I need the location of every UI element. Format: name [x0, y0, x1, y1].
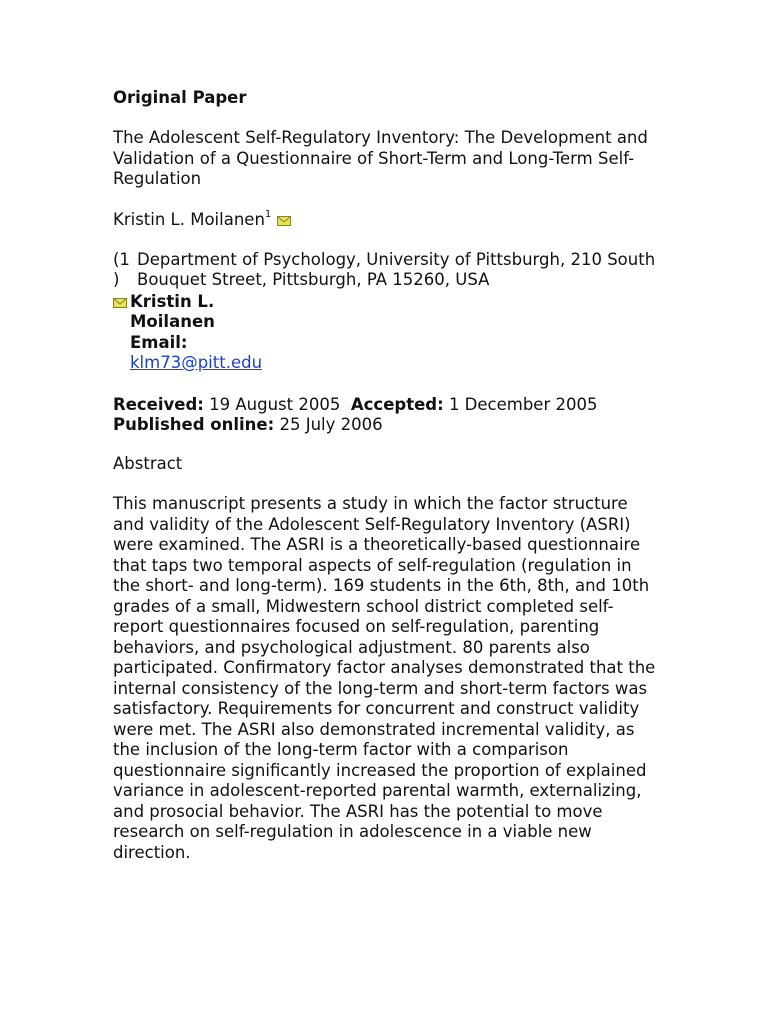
received-label: Received: — [113, 394, 204, 414]
author-affiliation-sup: 1 — [264, 208, 272, 220]
accepted-date: 1 December 2005 — [448, 394, 598, 414]
abstract-text: This manuscript presents a study in which the factor structure and validity of the Adolescent Self-Regulatory Inventory (ASRI) were examined. The ASRI is a theoretically-based questionnaire that taps two temporal aspects of self-regulation (regulation in the short- and long-term). 169 students in the 6th, 8th, and 10th grades of a small, Midwestern school district completed self-report questionnaires focused on self-regulation, parenting behaviors, and psychological adjustment. 80 parents also participated. Confirmatory factor analyses demonstrated that the internal consistency of the long-term and short-term factors was satisfactory. Requirements for concurrent and construct validity were met. The ASRI also demonstrated incremental validity, as the inclusion of the long-term factor with a comparison questionnaire significantly increased the proportion of explained variance in adolescent-reported parental warmth, externalizing, and prosocial behavior. The ASRI has the potential to move research on self-regulation in adolescence in a viable new direction. — [113, 494, 656, 862]
author-line — [113, 210, 658, 232]
document-page — [113, 88, 658, 863]
article-title: The Adolescent Self-Regulatory Inventory: The Development and Validation of a Questionnaire of Short-Term and Long-Term Self-Regulation — [113, 128, 648, 188]
email-label: Email: — [130, 332, 188, 352]
published-label: Published online: — [113, 415, 275, 434]
received-date: 19 August 2005 — [209, 394, 341, 414]
contact-name: Kristin L. Moilanen — [130, 291, 215, 331]
envelope-icon — [113, 293, 127, 303]
accepted-label: Accepted: — [350, 394, 444, 414]
affiliation-text: Department of Psychology, University of Pittsburgh, 210 South Bouquet Street, Pittsburgh, PA 15260, USA — [137, 249, 656, 289]
dates-block — [113, 395, 658, 436]
published-date: 25 July 2006 — [279, 415, 383, 434]
affiliation-number: (1 ) — [113, 249, 130, 289]
affiliation — [113, 250, 658, 291]
author-name: Kristin L. Moilanen — [113, 209, 265, 229]
email-link[interactable]: klm73@pitt.edu — [130, 353, 263, 372]
contact-block — [113, 292, 290, 374]
envelope-icon[interactable] — [277, 211, 291, 221]
section-label: Original Paper — [113, 88, 247, 107]
abstract-heading: Abstract — [113, 453, 183, 473]
